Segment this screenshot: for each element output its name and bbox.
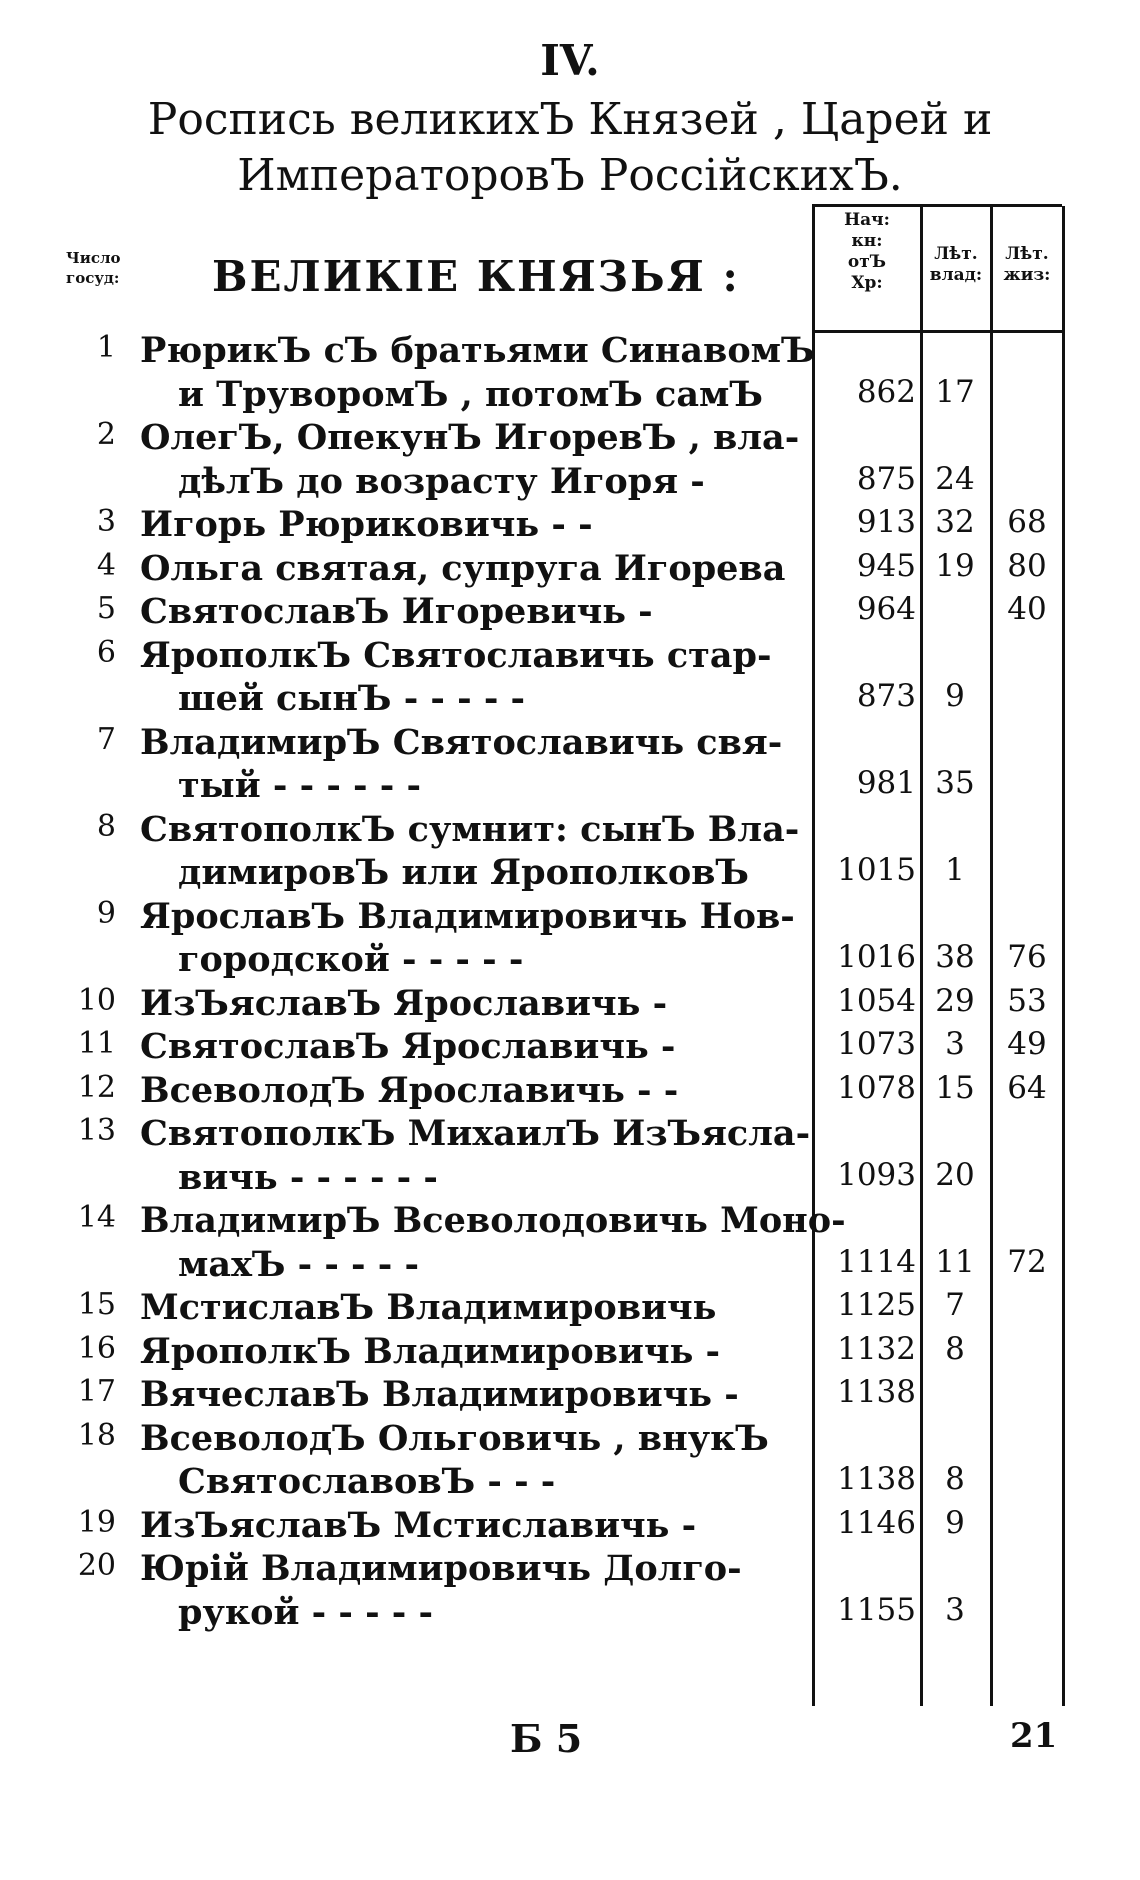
signature-mark: Б 5 <box>510 1716 583 1761</box>
ruler-number: 11 <box>77 1026 116 1061</box>
header-line: Нач: <box>844 210 890 230</box>
reign-years: 3 <box>945 1591 965 1628</box>
header-line: Лѣт. <box>934 244 978 264</box>
start-year: 945 <box>856 547 916 584</box>
ruler-row-line <box>0 1287 1140 1331</box>
start-year: 1155 <box>837 1591 916 1628</box>
life-years: 53 <box>1007 982 1047 1019</box>
ruler-row-line <box>0 678 1140 722</box>
ruler-number: 6 <box>96 634 116 670</box>
header-line: Хр: <box>851 273 883 293</box>
ruler-number: 12 <box>77 1069 116 1105</box>
start-year: 1016 <box>837 939 916 975</box>
ruler-name: СвятославовЪ - - - <box>178 1461 556 1502</box>
ruler-number: 3 <box>96 504 116 539</box>
ruler-number: 1 <box>96 330 116 365</box>
ruler-number: 15 <box>77 1287 116 1322</box>
ruler-number: 17 <box>77 1374 116 1409</box>
life-years: 40 <box>1007 591 1047 627</box>
reign-years: 17 <box>935 373 975 410</box>
ruler-name: ЯрополкЪ Владимировичь - <box>140 1330 721 1372</box>
ruler-row-line <box>0 1331 1140 1375</box>
ruler-name: рукой - - - - - <box>178 1591 434 1633</box>
ruler-name: СвятополкЪ МихаилЪ ИзЪясла- <box>140 1113 811 1154</box>
start-year: 1054 <box>837 982 916 1019</box>
ruler-name: СвятославЪ Игоревичь - <box>140 591 653 632</box>
ruler-number: 9 <box>96 895 116 931</box>
ruler-row-line <box>0 1548 1140 1592</box>
start-year: 1093 <box>837 1156 916 1193</box>
ruler-name: ВячеславЪ Владимировичь - <box>140 1374 739 1415</box>
reign-years: 20 <box>935 1156 975 1193</box>
ruler-row-line <box>0 635 1140 679</box>
ruler-number: 8 <box>96 808 116 844</box>
ruler-row-line <box>0 1070 1140 1114</box>
start-year: 1125 <box>837 1287 916 1323</box>
reign-years: 38 <box>935 939 975 975</box>
table-top-rule <box>812 204 1062 207</box>
ruler-row-line <box>0 417 1140 461</box>
ruler-row-line <box>0 722 1140 766</box>
column-header-number-line: Число <box>66 249 121 267</box>
ruler-row-line <box>0 809 1140 853</box>
ruler-row-line <box>0 939 1140 983</box>
ruler-name: Ольга святая, супруга Игорева <box>140 547 786 589</box>
reign-years: 29 <box>935 982 975 1019</box>
ruler-row-line <box>0 983 1140 1027</box>
start-year: 1073 <box>837 1026 916 1062</box>
ruler-number: 16 <box>77 1330 116 1366</box>
ruler-number: 5 <box>96 591 116 626</box>
reign-years: 35 <box>935 765 975 801</box>
ruler-number: 10 <box>77 982 116 1018</box>
start-year: 875 <box>856 460 916 497</box>
life-years: 68 <box>1007 504 1047 540</box>
start-year: 981 <box>856 765 916 801</box>
ruler-name: ВладимирЪ Святославичь свя- <box>140 721 783 763</box>
ruler-number: 14 <box>77 1200 116 1235</box>
start-year: 1138 <box>837 1374 916 1410</box>
page-title <box>0 92 1140 204</box>
title-line-1: Роспись великихЪ Князей , Царей и <box>147 94 993 145</box>
start-year: 964 <box>856 591 916 627</box>
ruler-row-line <box>0 1157 1140 1201</box>
header-line: жиз: <box>1003 265 1051 285</box>
ruler-name: ЯрополкЪ Святославичь стар- <box>140 634 772 676</box>
reign-years: 9 <box>945 678 965 714</box>
ruler-row-line <box>0 461 1140 505</box>
reign-years: 3 <box>945 1026 965 1062</box>
ruler-number: 13 <box>77 1113 116 1148</box>
start-year: 873 <box>856 678 916 714</box>
reign-years: 8 <box>945 1461 965 1497</box>
ruler-row-line <box>0 374 1140 418</box>
reign-years: 7 <box>945 1287 965 1323</box>
reign-years: 8 <box>945 1330 965 1367</box>
start-year: 1114 <box>837 1243 916 1280</box>
life-years: 64 <box>1007 1069 1047 1106</box>
ruler-row-line <box>0 765 1140 809</box>
ruler-name: Юрій Владимировичь Долго- <box>140 1548 742 1589</box>
ruler-name: ВсеволодЪ Ярославичь - - <box>140 1069 679 1111</box>
ruler-row-line <box>0 504 1140 548</box>
header-line: Лѣт. <box>1005 244 1049 264</box>
header-line: отЪ <box>847 252 887 272</box>
column-header-life <box>992 244 1062 286</box>
ruler-name: ЯрославЪ Владимировичь Нов- <box>140 895 795 937</box>
ruler-name: ВладимирЪ Всеволодовичь Моно- <box>140 1200 846 1241</box>
start-year: 1078 <box>837 1069 916 1106</box>
ruler-name: шей сынЪ - - - - - <box>178 678 526 719</box>
ruler-row-line <box>0 1461 1140 1505</box>
ruler-row-line <box>0 1244 1140 1288</box>
ruler-name: РюрикЪ сЪ братьями СинавомЪ <box>140 330 815 371</box>
column-header-reign <box>922 244 990 286</box>
header-line: кн: <box>851 231 883 251</box>
ruler-number: 20 <box>77 1548 116 1583</box>
reign-years: 15 <box>935 1069 975 1106</box>
column-header-number-line: госуд: <box>66 269 120 287</box>
reign-years: 19 <box>935 547 975 584</box>
ruler-name: городской - - - - - <box>178 939 524 980</box>
ruler-name: СвятополкЪ сумнит: сынЪ Вла- <box>140 808 800 850</box>
start-year: 862 <box>856 373 916 410</box>
ruler-number: 7 <box>96 721 116 757</box>
reign-years: 11 <box>935 1243 975 1280</box>
ruler-name: махЪ - - - - - <box>178 1243 419 1285</box>
ruler-name: Игорь Рюриковичь - - <box>140 504 593 545</box>
reign-years: 1 <box>945 852 965 888</box>
ruler-name: ОлегЪ, ОпекунЪ ИгоревЪ , вла- <box>140 417 800 458</box>
ruler-row-line <box>0 591 1140 635</box>
header-line: влад: <box>929 265 983 285</box>
ruler-number: 19 <box>77 1504 116 1540</box>
start-year: 1138 <box>837 1461 916 1497</box>
start-year: 1015 <box>837 852 916 888</box>
ruler-row-line <box>0 1113 1140 1157</box>
ruler-name: димировЪ или ЯрополковЪ <box>178 852 749 893</box>
ruler-name: СвятославЪ Ярославичь - <box>140 1026 676 1067</box>
ruler-number: 4 <box>96 547 116 583</box>
reign-years: 32 <box>935 504 975 540</box>
ruler-name: дѣлЪ до возрасту Игоря - <box>178 460 705 502</box>
ruler-name: МстиславЪ Владимировичь <box>140 1287 717 1328</box>
life-years: 49 <box>1007 1026 1047 1062</box>
column-header-number <box>66 248 121 288</box>
life-years: 76 <box>1007 939 1047 975</box>
ruler-name: ИзЪяславЪ Ярославичь - <box>140 982 668 1024</box>
ruler-name: тый - - - - - - <box>178 765 422 806</box>
ruler-row-line <box>0 330 1140 374</box>
reign-years: 9 <box>945 1504 965 1541</box>
ruler-row-line <box>0 548 1140 592</box>
start-year: 1146 <box>837 1504 916 1541</box>
page-number: 21 <box>1010 1716 1058 1756</box>
ruler-name: ВсеволодЪ Ольговичь , внукЪ <box>140 1417 769 1459</box>
life-years: 72 <box>1007 1243 1047 1280</box>
ruler-row-line <box>0 1026 1140 1070</box>
ruler-row-line <box>0 1374 1140 1418</box>
section-heading: ВЕЛИКІЕ КНЯЗЬЯ : <box>212 252 740 301</box>
ruler-row-line <box>0 1200 1140 1244</box>
ruler-name: и ТруворомЪ , потомЪ самЪ <box>178 373 763 415</box>
start-year: 913 <box>856 504 916 540</box>
start-year: 1132 <box>837 1330 916 1367</box>
ruler-name: вичь - - - - - - <box>178 1156 438 1198</box>
ruler-number: 18 <box>77 1417 116 1453</box>
ruler-row-line <box>0 1592 1140 1636</box>
title-line-2: ИмператоровЪ РоссійскихЪ. <box>237 150 903 201</box>
life-years: 80 <box>1007 547 1047 584</box>
ruler-number: 2 <box>96 417 116 452</box>
ruler-row-line <box>0 896 1140 940</box>
reign-years: 24 <box>935 460 975 497</box>
section-number: IV. <box>540 36 600 85</box>
ruler-row-line <box>0 1418 1140 1462</box>
column-header-start-year <box>816 210 918 294</box>
ruler-row-line <box>0 852 1140 896</box>
ruler-row-line <box>0 1505 1140 1549</box>
ruler-name: ИзЪяславЪ Мстиславичь - <box>140 1504 697 1546</box>
